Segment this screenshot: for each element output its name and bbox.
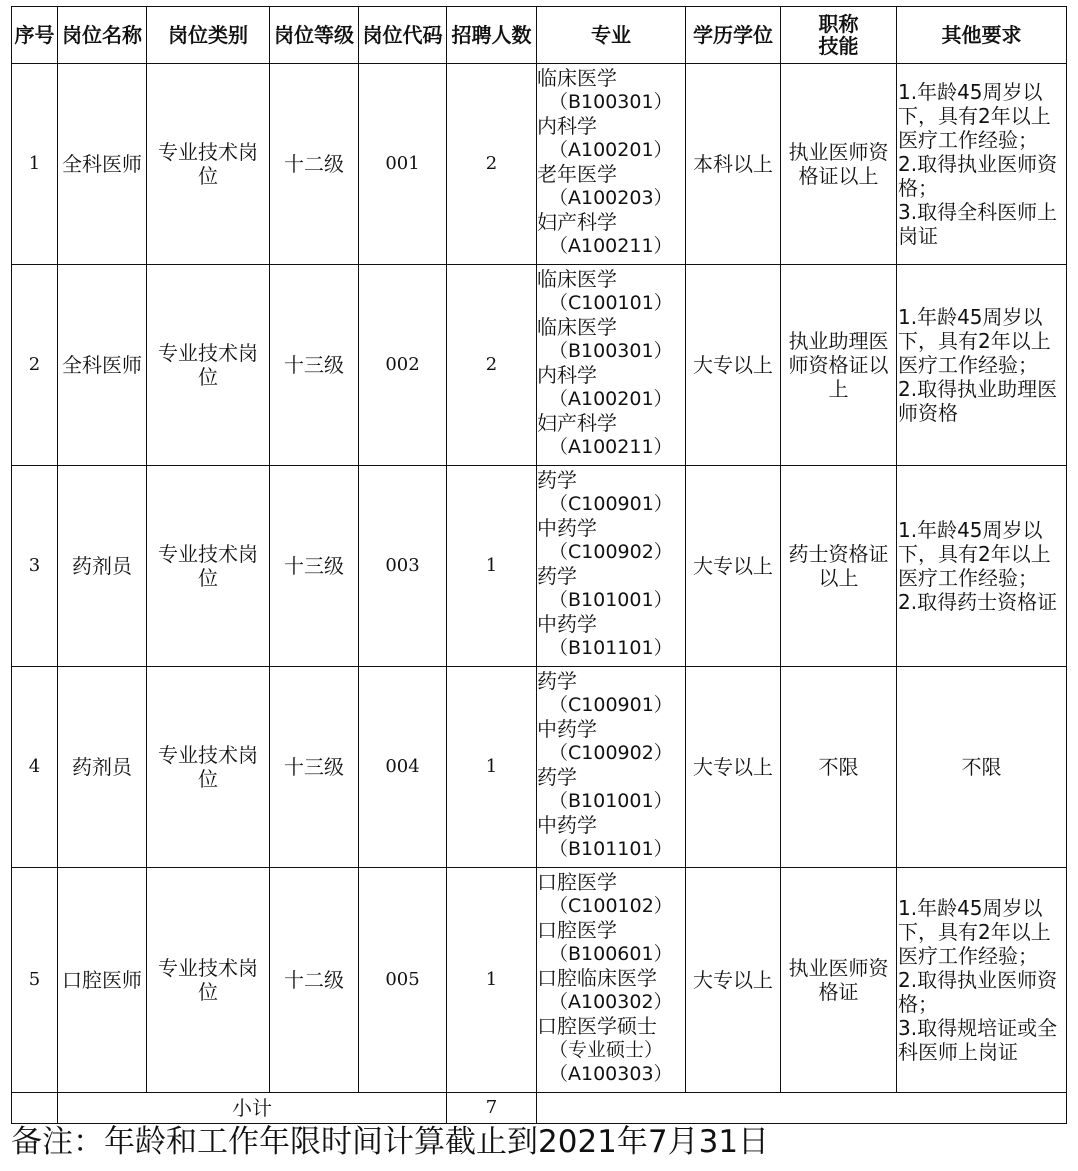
- requirement-line: 师资格: [898, 401, 958, 425]
- cell-name: 全科医师: [58, 64, 147, 265]
- cell-level: 十二级: [270, 868, 359, 1093]
- major-name: 妇产科学: [537, 210, 617, 234]
- major-code: （A100211）: [549, 235, 673, 257]
- cell-major: [537, 868, 686, 1093]
- major-code: （C100101）: [549, 292, 673, 314]
- subtotal-empty: [12, 1093, 58, 1124]
- major-name: 药学: [537, 564, 577, 588]
- header-no: 序号: [12, 7, 58, 64]
- cell-level: 十二级: [270, 64, 359, 265]
- cell-name: 药剂员: [58, 466, 147, 667]
- subtotal-row: [12, 1093, 1067, 1124]
- title-line: 师资格证以: [788, 353, 889, 377]
- cell-no: 1: [12, 64, 58, 265]
- cell-name: 药剂员: [58, 667, 147, 868]
- major-name: 内科学: [537, 114, 597, 138]
- cell-category: [147, 265, 270, 466]
- major-code: （A100201）: [549, 139, 673, 161]
- requirement-line: 格；: [898, 992, 938, 1016]
- requirement-line: 不限: [961, 755, 1002, 779]
- major-code: （B101101）: [549, 637, 673, 659]
- category-line: 专业技术岗: [158, 341, 258, 365]
- category-line: 位: [198, 365, 218, 389]
- title-line: 格证: [818, 980, 859, 1004]
- cell-level: 十三级: [270, 667, 359, 868]
- major-code: （B101001）: [549, 790, 673, 812]
- cell-other: [897, 868, 1067, 1093]
- header-other: 其他要求: [897, 7, 1067, 64]
- requirement-line: 1.年龄45周岁以: [898, 305, 1043, 329]
- requirement-line: 医疗工作经验；: [898, 944, 1038, 968]
- major-code: （B101001）: [549, 589, 673, 611]
- major-name: 药学: [537, 468, 577, 492]
- cell-level: 十三级: [270, 466, 359, 667]
- major-name: 妇产科学: [537, 411, 617, 435]
- major-code: （C100901）: [549, 694, 673, 716]
- cell-major: [537, 466, 686, 667]
- table-row: [12, 466, 1067, 667]
- table-row: [12, 667, 1067, 868]
- requirement-line: 1.年龄45周岁以: [898, 518, 1043, 542]
- major-code: （B101101）: [549, 838, 673, 860]
- major-name: 中药学: [537, 717, 597, 741]
- category-line: 专业技术岗: [158, 542, 258, 566]
- major-code: （A100302）: [549, 991, 673, 1013]
- cell-no: 2: [12, 265, 58, 466]
- major-name: 内科学: [537, 363, 597, 387]
- requirement-line: 医疗工作经验；: [898, 128, 1038, 152]
- major-name: 中药学: [537, 516, 597, 540]
- table-row: [12, 64, 1067, 265]
- subtotal-count: 7: [447, 1093, 537, 1124]
- requirement-line: 1.年龄45周岁以: [898, 80, 1043, 104]
- major-name: 临床医学: [537, 66, 617, 90]
- major-code: （A100201）: [549, 388, 673, 410]
- cell-no: 3: [12, 466, 58, 667]
- major-name: 临床医学: [537, 267, 617, 291]
- major-name: 中药学: [537, 612, 597, 636]
- cell-title: [781, 466, 897, 667]
- requirement-line: 岗证: [898, 224, 938, 248]
- title-line: 以上: [818, 566, 859, 590]
- header-code: 岗位代码: [359, 7, 447, 64]
- cell-category: [147, 868, 270, 1093]
- header-row: [12, 7, 1067, 64]
- major-name: 临床医学: [537, 315, 617, 339]
- major-name: 中药学: [537, 813, 597, 837]
- category-line: 专业技术岗: [158, 743, 258, 767]
- cell-code: 001: [359, 64, 447, 265]
- cell-education: 大专以上: [686, 868, 781, 1093]
- requirement-line: 医疗工作经验；: [898, 353, 1038, 377]
- requirement-line: 2.取得药士资格证: [898, 590, 1058, 614]
- category-line: 专业技术岗: [158, 140, 258, 164]
- title-line: 执业医师资: [788, 956, 889, 980]
- major-code: （B100301）: [549, 91, 673, 113]
- major-code: （B100301）: [549, 340, 673, 362]
- major-code: （A100203）: [549, 187, 673, 209]
- requirement-line: 医疗工作经验；: [898, 566, 1038, 590]
- requirement-line: 下，具有2年以上: [898, 920, 1051, 944]
- requirement-line: 3.取得全科医师上: [898, 200, 1058, 224]
- title-line: 执业医师资: [788, 140, 889, 164]
- cell-no: 5: [12, 868, 58, 1093]
- requirement-line: 下，具有2年以上: [898, 542, 1051, 566]
- cell-major: [537, 64, 686, 265]
- requirement-line: 科医师上岗证: [898, 1040, 1018, 1064]
- requirement-line: 格；: [898, 176, 938, 200]
- cell-category: [147, 466, 270, 667]
- cell-education: 本科以上: [686, 64, 781, 265]
- title-line: 上: [828, 377, 849, 401]
- footnote: 备注：年龄和工作年限时间计算截止到2021年7月31日: [11, 1124, 770, 1160]
- major-name: 口腔临床医学: [537, 966, 657, 990]
- major-name: 老年医学: [537, 162, 617, 186]
- cell-code: 003: [359, 466, 447, 667]
- header-category: 岗位类别: [147, 7, 270, 64]
- major-name: 口腔医学: [537, 870, 617, 894]
- category-line: 位: [198, 980, 218, 1004]
- requirement-line: 3.取得规培证或全: [898, 1016, 1058, 1040]
- header-level: 岗位等级: [270, 7, 359, 64]
- major-code: （C100902）: [549, 742, 673, 764]
- major-code: （专业硕士）: [549, 1039, 664, 1061]
- recruitment-table: [11, 6, 1067, 1124]
- title-line: 不限: [818, 755, 859, 779]
- cell-education: 大专以上: [686, 265, 781, 466]
- cell-title: [781, 64, 897, 265]
- cell-title: [781, 265, 897, 466]
- header-name: 岗位名称: [58, 7, 147, 64]
- category-line: 位: [198, 566, 218, 590]
- cell-category: [147, 667, 270, 868]
- requirement-line: 下，具有2年以上: [898, 329, 1051, 353]
- requirement-line: 2.取得执业医师资: [898, 968, 1058, 992]
- cell-code: 002: [359, 265, 447, 466]
- header-education: 学历学位: [686, 7, 781, 64]
- cell-count: 1: [447, 466, 537, 667]
- cell-major: [537, 667, 686, 868]
- cell-name: 口腔医师: [58, 868, 147, 1093]
- major-code: （A100303）: [549, 1063, 673, 1085]
- cell-category: [147, 64, 270, 265]
- cell-count: 1: [447, 667, 537, 868]
- header-title-line: 职称: [818, 12, 859, 36]
- major-code: （B100601）: [549, 943, 673, 965]
- requirement-line: 1.年龄45周岁以: [898, 896, 1043, 920]
- header-title: [781, 7, 897, 64]
- major-name: 口腔医学: [537, 918, 617, 942]
- header-major: 专业: [537, 7, 686, 64]
- title-line: 执业助理医: [788, 329, 889, 353]
- title-line: 药士资格证: [788, 542, 889, 566]
- cell-count: 1: [447, 868, 537, 1093]
- major-code: （C100902）: [549, 541, 673, 563]
- table-row: [12, 868, 1067, 1093]
- header-title-line: 技能: [818, 34, 859, 58]
- category-line: 位: [198, 164, 218, 188]
- cell-education: 大专以上: [686, 466, 781, 667]
- table-row: [12, 265, 1067, 466]
- major-code: （C100901）: [549, 493, 673, 515]
- cell-count: 2: [447, 64, 537, 265]
- requirement-line: 下，具有2年以上: [898, 104, 1051, 128]
- cell-no: 4: [12, 667, 58, 868]
- cell-major: [537, 265, 686, 466]
- major-name: 药学: [537, 669, 577, 693]
- title-line: 格证以上: [798, 164, 879, 188]
- subtotal-rest: [537, 1093, 1067, 1124]
- requirement-line: 2.取得执业助理医: [898, 377, 1058, 401]
- requirement-line: 2.取得执业医师资: [898, 152, 1058, 176]
- major-name: 口腔医学硕士: [537, 1014, 657, 1038]
- category-line: 位: [198, 767, 218, 791]
- cell-other: [897, 667, 1067, 868]
- subtotal-label: 小计: [58, 1093, 447, 1124]
- category-line: 专业技术岗: [158, 956, 258, 980]
- cell-other: [897, 64, 1067, 265]
- cell-other: [897, 265, 1067, 466]
- cell-level: 十三级: [270, 265, 359, 466]
- major-code: （C100102）: [549, 895, 673, 917]
- major-code: （A100211）: [549, 436, 673, 458]
- header-count: 招聘人数: [447, 7, 537, 64]
- cell-title: [781, 667, 897, 868]
- cell-code: 005: [359, 868, 447, 1093]
- cell-education: 大专以上: [686, 667, 781, 868]
- major-name: 药学: [537, 765, 577, 789]
- cell-other: [897, 466, 1067, 667]
- cell-count: 2: [447, 265, 537, 466]
- cell-code: 004: [359, 667, 447, 868]
- cell-title: [781, 868, 897, 1093]
- cell-name: 全科医师: [58, 265, 147, 466]
